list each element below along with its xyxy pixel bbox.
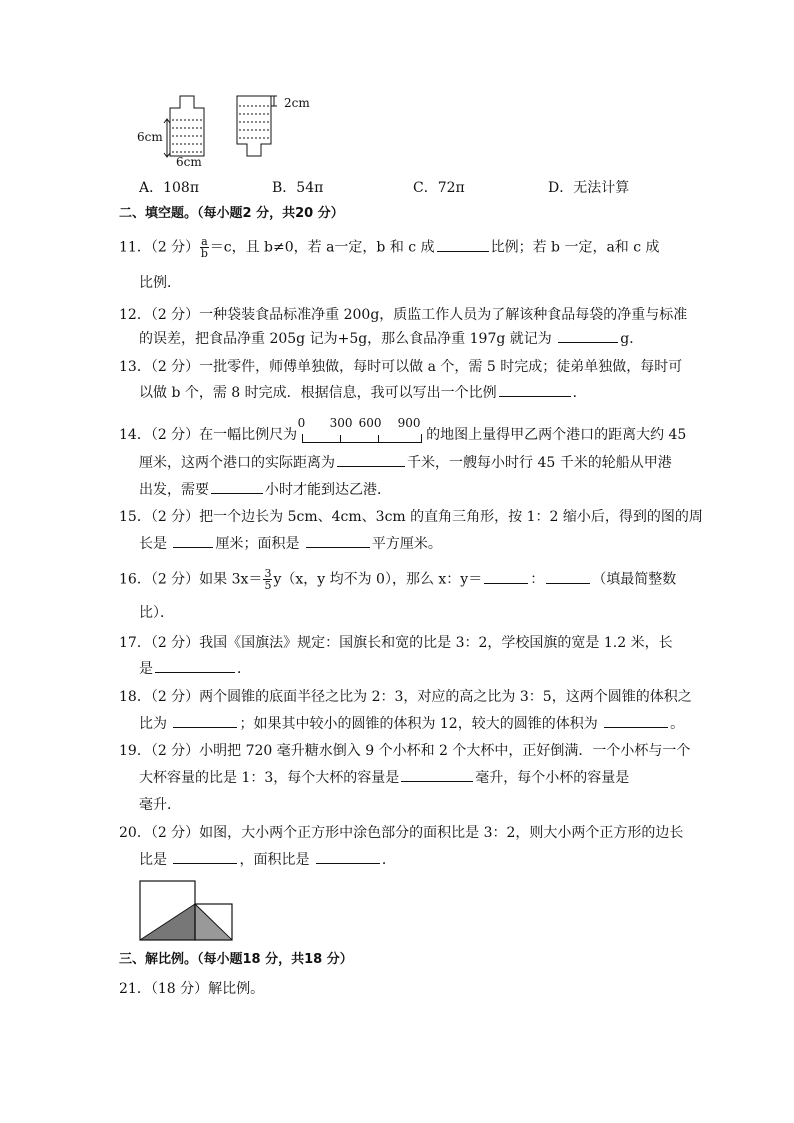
q14-line2a: 厘米，这两个港口的实际距离为: [139, 455, 335, 471]
q12-line1: 12．（2 分）一种袋装食品标准净重 200g，质监工作人员为了解该种食品每袋的净重与标准: [119, 307, 688, 323]
q19-line2a: 大杯容量的比是 1：3，每个大杯的容量是: [139, 770, 400, 786]
q16-blank1[interactable]: [484, 569, 528, 584]
q17-line2b: ．: [237, 661, 251, 677]
q12-blank[interactable]: [558, 328, 618, 343]
q16-text2: ：: [530, 571, 545, 588]
q15-blank2[interactable]: [306, 533, 370, 548]
q20-line2c: ．: [381, 852, 396, 868]
q18-line2b: ；如果其中较小的圆锥的体积为 12，较大的圆锥的体积为: [239, 716, 598, 732]
q11-text2: 比例；若 b 一定，a和 c 成: [490, 239, 660, 256]
right-top-label: 2cm: [284, 96, 310, 110]
q16-text3: （填最简整数: [592, 571, 677, 588]
q20-blank2[interactable]: [316, 849, 380, 864]
q19-line2b: 毫升，每个小杯的容量是: [475, 770, 630, 786]
scale-label-0: 0: [297, 416, 306, 430]
q18-line2: [139, 713, 684, 735]
q20-line2: [139, 849, 396, 871]
q19-line1: 19．（2 分）小明把 720 毫升糖水倒入 9 个小杯和 2 个大杯中，正好倒满．一个小杯与一个: [119, 743, 691, 759]
left-container: [164, 96, 204, 157]
q14-line3b: 小时才能到达乙港．: [265, 482, 391, 498]
q14-line2: [139, 452, 672, 474]
q17-line1: 17．（2 分）我国《国旗法》规定：国旗长和宽的比是 3：2，学校国旗的宽是 1.2 米，长: [119, 635, 673, 651]
q17-blank[interactable]: [155, 658, 235, 673]
scale-label-300: 300: [329, 416, 353, 430]
q14-line3a: 出发，需要: [139, 482, 209, 498]
q18-blank1[interactable]: [173, 713, 237, 728]
q13-blank[interactable]: [499, 382, 571, 397]
q20-line2b: ，面积比是: [239, 852, 310, 868]
q14-line3: [139, 479, 391, 501]
q16-text1: y（x，y 均不为 0），那么 x：y＝: [273, 571, 483, 588]
q16-prefix: 16．（2 分）如果 3x＝: [119, 571, 263, 588]
q11-line1: [119, 236, 660, 258]
q18-blank2[interactable]: [604, 713, 668, 728]
q10-option-a: A．108π: [139, 180, 200, 196]
q14-scale-bar: [297, 416, 422, 446]
q14-blank1[interactable]: [337, 452, 405, 467]
q15-line1: 15．（2 分）把一个边长为 5cm、4cm、3cm 的直角三角形，按 1：2 缩小后，得到的图的周: [119, 509, 703, 525]
q11-frac-num: a: [201, 235, 208, 248]
q15-line2c: 平方厘米。: [371, 536, 442, 552]
q13-line2: [139, 382, 587, 404]
q15-line2: [139, 533, 442, 555]
q11-blank1[interactable]: [437, 237, 489, 252]
q14-line1: [119, 416, 687, 446]
q15-line2a: 长是: [139, 536, 167, 552]
section2-title: 二、填空题。（每小题2 分，共20 分）: [119, 206, 344, 221]
q12-line2: [139, 328, 643, 350]
q10-option-c: C．72π: [413, 180, 465, 196]
q16-line2: 比）．: [139, 605, 174, 621]
q11-frac-den: b: [200, 247, 208, 260]
q10-option-b: B．54π: [272, 180, 324, 196]
scale-label-600: 600: [358, 416, 382, 430]
q15-line2b: 厘米；面积是: [215, 536, 300, 552]
q14-blank2[interactable]: [211, 479, 263, 494]
q16-frac-num: 3: [264, 567, 272, 580]
q12-line2a: 的误差，把食品净重 205g 记为+5g，那么食品净重 197g 就记为: [139, 331, 552, 347]
q11-prefix: 11．（2 分）: [119, 239, 200, 256]
q13-line1: 13．（2 分）一批零件，师傅单独做，每时可以做 a 个，需 5 时完成；徒弟单独做，每时可: [119, 359, 683, 375]
q11-text1: ＝c，且 b≠0，若 a一定，b 和 c 成: [209, 239, 435, 256]
q16-fraction: [263, 568, 272, 591]
q11-fraction: [200, 236, 209, 259]
q13-line2b: ．: [572, 385, 587, 401]
q13-line2a: 以做 b 个，需 8 时完成．根据信息，我可以写出一个比例: [139, 385, 497, 401]
left-height-label: 6cm: [137, 130, 163, 144]
q20-line1: 20．（2 分）如图，大小两个正方形中涂色部分的面积比是 3：2，则大小两个正方形的边长: [119, 825, 684, 841]
right-container: [237, 96, 277, 156]
q15-blank1[interactable]: [173, 533, 213, 548]
q17-line2a: 是: [139, 661, 153, 677]
q19-line2: [139, 767, 629, 789]
q18-line1: 18．（2 分）两个圆锥的底面半径之比为 2：3，对应的高之比为 3：5，这两个圆锥的体积之: [119, 689, 692, 705]
q18-line2a: 比为: [139, 716, 167, 732]
q16-line1: [119, 568, 676, 590]
q21-line: 21．（18 分）解比例。: [119, 981, 265, 997]
q14-line1a: 14．（2 分）在一幅比例尺为: [119, 427, 298, 443]
scale-label-900: 900: [397, 416, 421, 430]
q16-blank2[interactable]: [546, 569, 590, 584]
left-width-label: 6cm: [176, 155, 202, 169]
q19-line3: 毫升．: [139, 797, 181, 813]
q14-line1b: 的地图上量得甲乙两个港口的距离大约 45: [426, 427, 687, 443]
q20-blank1[interactable]: [173, 849, 237, 864]
q12-line2b: g．: [620, 331, 644, 347]
q11-line2: 比例．: [139, 275, 181, 291]
q19-blank[interactable]: [401, 767, 473, 782]
q14-line2b: 千米，一艘每小时行 45 千米的轮船从甲港: [407, 455, 672, 471]
q20-squares-figure: [139, 880, 239, 942]
q17-line2: [139, 658, 251, 680]
q10-option-d: D．无法计算: [548, 180, 630, 196]
q18-line2c: 。: [670, 716, 685, 732]
q16-frac-den: 5: [264, 579, 272, 592]
q20-line2a: 比是: [139, 852, 167, 868]
section3-title: 三、解比例。（每小题18 分，共18 分）: [119, 952, 353, 967]
